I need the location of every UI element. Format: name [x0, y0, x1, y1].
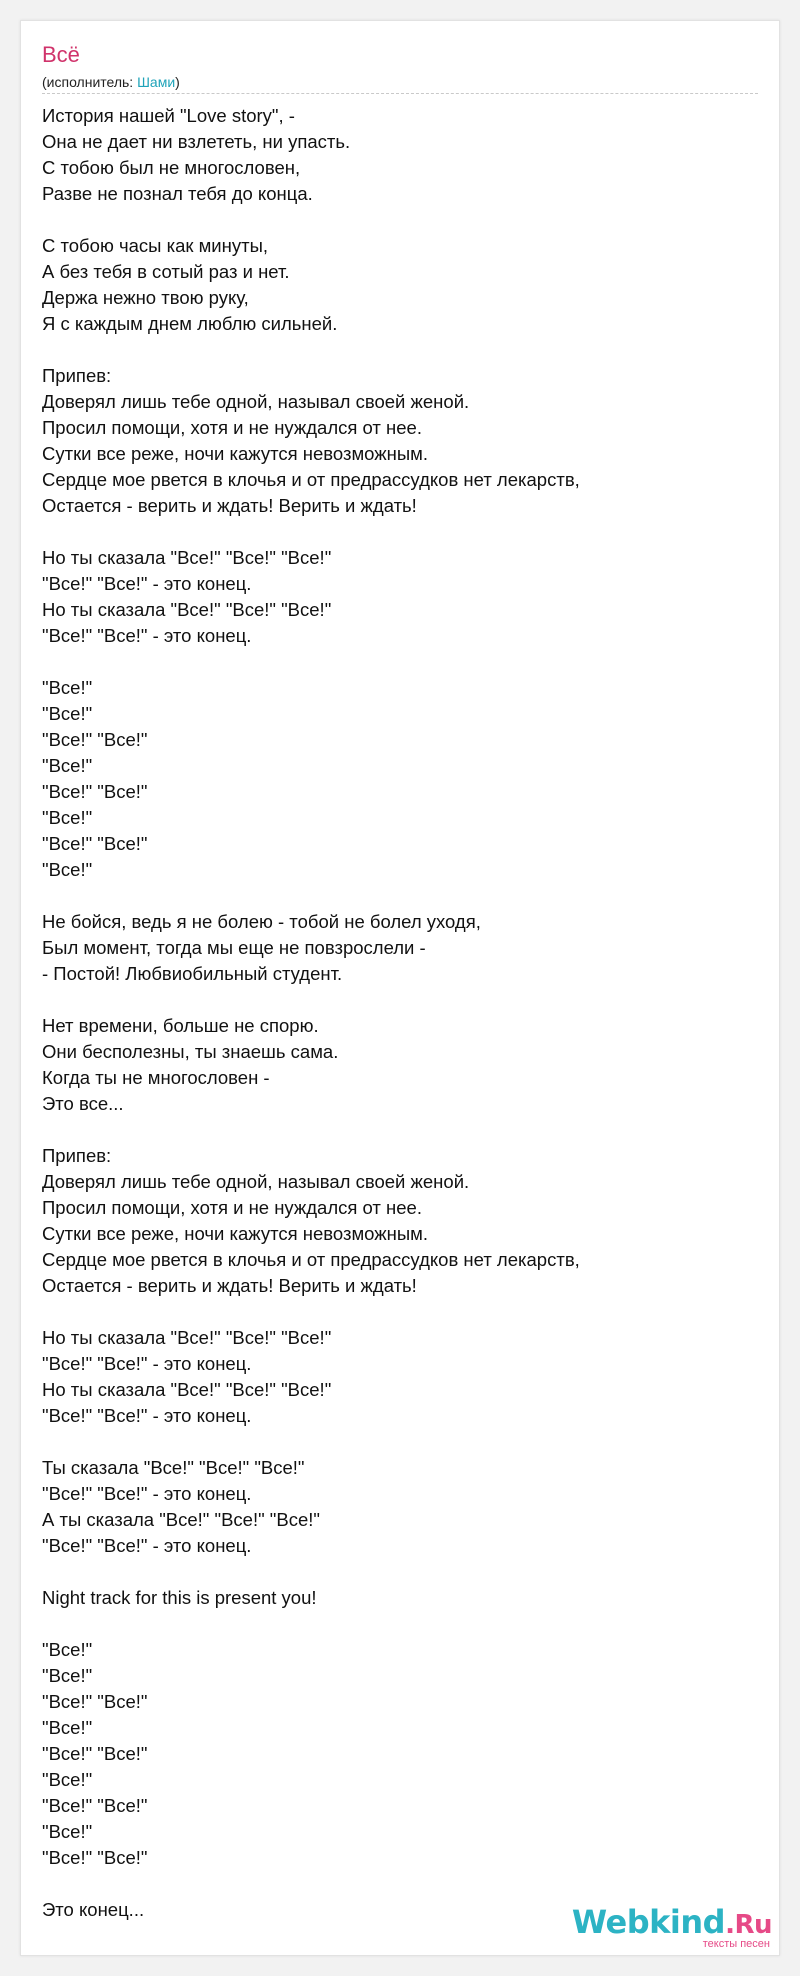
lyrics-line: Остается - верить и ждать! Верить и ждать! [42, 1275, 417, 1296]
lyrics-line: Сутки все реже, ночи кажутся невозможным. [42, 1223, 429, 1244]
lyrics-line: "Все!" [42, 1769, 93, 1790]
lyrics-line: Припев: [42, 365, 112, 386]
logo-main-text: Webkind [571, 1903, 726, 1941]
lyrics-line: Ты сказала "Все!" "Все!" "Все!" [42, 1457, 305, 1478]
lyrics-line: Это все... [42, 1093, 124, 1114]
logo-wordmark [572, 1905, 772, 1942]
lyrics-line: "Все!" "Все!" - это конец. [42, 1483, 252, 1504]
lyrics-blank-line [42, 207, 758, 233]
lyrics-line: Сердце мое рвется в клочья и от предрассудков нет лекарств, [42, 1249, 580, 1270]
artist-line [42, 74, 180, 90]
lyrics-blank-line [42, 1559, 758, 1585]
lyrics-line: А без тебя в сотый раз и нет. [42, 261, 290, 282]
lyrics-line: Просил помощи, хотя и не нуждался от нее. [42, 417, 422, 438]
lyrics-line: История нашей "Love story", - [42, 105, 295, 126]
lyrics-blank-line [42, 883, 758, 909]
lyrics-line: Сердце мое рвется в клочья и от предрассудков нет лекарств, [42, 469, 580, 490]
lyrics-line: "Все!" "Все!" - это конец. [42, 573, 252, 594]
lyrics-line: Просил помощи, хотя и не нуждался от нее. [42, 1197, 422, 1218]
artist-suffix: ) [175, 74, 180, 90]
lyrics-line: "Все!" "Все!" [42, 1847, 148, 1868]
lyrics-blank-line [42, 649, 758, 675]
artist-link[interactable]: Шами [137, 74, 176, 90]
lyrics-line: Но ты сказала "Все!" "Все!" "Все!" [42, 547, 332, 568]
lyrics-line: Когда ты не многословен - [42, 1067, 270, 1088]
lyrics-line: Но ты сказала "Все!" "Все!" "Все!" [42, 1327, 332, 1348]
lyrics-line: Держа нежно твою руку, [42, 287, 249, 308]
site-logo[interactable] [572, 1905, 772, 1950]
lyrics-line: Но ты сказала "Все!" "Все!" "Все!" [42, 599, 332, 620]
lyrics-line: Нет времени, больше не спорю. [42, 1015, 319, 1036]
song-title: Всё [42, 42, 80, 67]
lyrics-line: Был момент, тогда мы еще не повзрослели - [42, 937, 426, 958]
lyrics-text [42, 103, 758, 1923]
lyrics-line: Доверял лишь тебе одной, называл своей женой. [42, 391, 470, 412]
lyrics-line: "Все!" "Все!" [42, 1691, 148, 1712]
lyrics-line: Но ты сказала "Все!" "Все!" "Все!" [42, 1379, 332, 1400]
lyrics-line: "Все!" [42, 703, 93, 724]
lyrics-blank-line [42, 1429, 758, 1455]
lyrics-line: "Все!" "Все!" [42, 1795, 148, 1816]
lyrics-line: Это конец... [42, 1899, 145, 1920]
lyrics-line: "Все!" "Все!" - это конец. [42, 1353, 252, 1374]
lyrics-blank-line [42, 1299, 758, 1325]
lyrics-line: "Все!" "Все!" [42, 729, 148, 750]
lyrics-line: Остается - верить и ждать! Верить и ждать! [42, 495, 417, 516]
artist-prefix: (исполнитель: [42, 74, 138, 90]
lyrics-line: Припев: [42, 1145, 112, 1166]
lyrics-line: "Все!" [42, 755, 93, 776]
lyrics-line: "Все!" [42, 1639, 93, 1660]
lyrics-line: Не бойся, ведь я не болею - тобой не болел уходя, [42, 911, 481, 932]
lyrics-line: "Все!" [42, 859, 93, 880]
lyrics-line: Разве не познал тебя до конца. [42, 183, 313, 204]
lyrics-line: "Все!" [42, 807, 93, 828]
lyrics-line: - Постой! Любвиобильный студент. [42, 963, 343, 984]
lyrics-line: "Все!" [42, 1717, 93, 1738]
lyrics-line: "Все!" "Все!" [42, 833, 148, 854]
lyrics-line: Они бесполезны, ты знаешь сама. [42, 1041, 339, 1062]
logo-tld: .Ru [725, 1910, 772, 1940]
lyrics-line: С тобою часы как минуты, [42, 235, 269, 256]
lyrics-line: "Все!" "Все!" - это конец. [42, 625, 252, 646]
divider [42, 93, 758, 94]
lyrics-line: "Все!" [42, 1821, 93, 1842]
lyrics-line: А ты сказала "Все!" "Все!" "Все!" [42, 1509, 320, 1530]
lyrics-line: Она не дает ни взлететь, ни упасть. [42, 131, 351, 152]
lyrics-line: "Все!" "Все!" [42, 781, 148, 802]
lyrics-line: Сутки все реже, ночи кажутся невозможным. [42, 443, 429, 464]
lyrics-line: "Все!" "Все!" - это конец. [42, 1535, 252, 1556]
lyrics-blank-line [42, 519, 758, 545]
lyrics-line: "Все!" "Все!" [42, 1743, 148, 1764]
lyrics-line: "Все!" "Все!" - это конец. [42, 1405, 252, 1426]
lyrics-line: Доверял лишь тебе одной, называл своей женой. [42, 1171, 470, 1192]
lyrics-line: "Все!" [42, 677, 93, 698]
lyrics-blank-line [42, 1871, 758, 1897]
lyrics-line: С тобою был не многословен, [42, 157, 301, 178]
lyrics-blank-line [42, 1611, 758, 1637]
lyrics-blank-line [42, 987, 758, 1013]
lyrics-blank-line [42, 337, 758, 363]
lyrics-line: Night track for this is present you! [42, 1587, 317, 1608]
lyrics-blank-line [42, 1117, 758, 1143]
lyrics-line: "Все!" [42, 1665, 93, 1686]
lyrics-line: Я с каждым днем люблю сильней. [42, 313, 338, 334]
logo-tagline: тексты песен [702, 1938, 770, 1950]
